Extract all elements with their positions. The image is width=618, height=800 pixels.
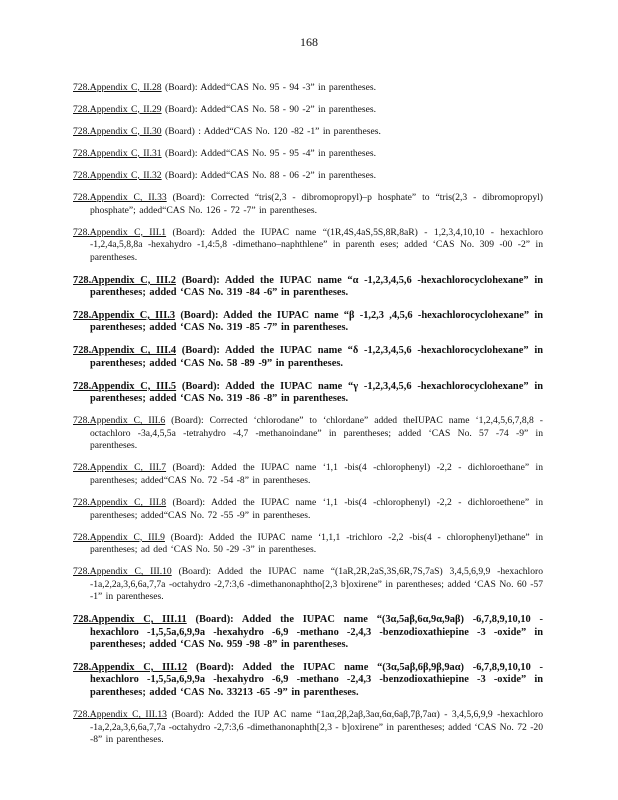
entry-reference: 728.Appendix C, III.8: [73, 497, 167, 508]
entry-text: (Board): Added the IUPAC name “(1aR,2R,2aS,3S,6R,7S,7aS) 3,4,5,6,9,9 -hexachloro -1a,2,2a,3,6,6a,7,7a -octahydro -2,7:3,6 -dimethanonaphtho[2,3 b]oxirene” in parentheses; added ‘CAS No. 60 -57 -1” in parentheses.: [90, 566, 543, 603]
entry-reference: 728.Appendix C, II.30: [73, 125, 162, 137]
change-entry: [73, 170, 543, 183]
entry-text: (Board): Added the IUP AC name “1aα,2β,2aβ,3aα,6α,6aβ,7β,7aα) - 3,4,5,6,9,9 -hexachloro -1a,2,2a,3,6,6a,7,7a -octahydro -2,7:3,6 -dimethanonaphth[2,3 - b]oxirene” in parentheses; added ‘CAS No. 72 -20 -8” in parentheses.: [90, 709, 543, 746]
entry-reference: 728.Appendix C, III.12: [73, 661, 188, 673]
change-entry: [73, 148, 543, 161]
change-entry: [73, 709, 543, 747]
change-entry: [73, 275, 543, 300]
change-entry: [73, 310, 543, 335]
change-entry: [73, 497, 543, 522]
entry-text: (Board): Corrected ‘chlorodane” to ‘chlordane” added theIUPAC name ‘1,2,4,5,6,7,8,8 -octachloro -3a,4,5,5a -tetrahydro -4,7 -methanoindane” in parentheses; added ‘CAS No. 57 -74 -9” in parentheses.: [90, 415, 543, 452]
entry-text: (Board): Added the IUPAC name “γ -1,2,3,4,5,6 -hexachlorocyclohexane” in parentheses; added ‘CAS No. 319 -86 -8” in parentheses.: [90, 380, 543, 405]
change-entry: [73, 381, 543, 406]
entry-reference: 728.Appendix C, III.4: [73, 345, 177, 357]
entry-reference: 728.Appendix C, III.9: [73, 531, 165, 543]
change-entry: [73, 662, 543, 700]
entry-text: (Board): Added the IUPAC name “δ -1,2,3,4,5,6 -hexachlorocyclohexane” in parentheses; added ‘CAS No. 58 -89 -9” in parentheses.: [90, 345, 543, 369]
entry-text: (Board): Added“CAS No. 88 - 06 -2” in parentheses.: [165, 169, 377, 181]
entry-text: (Board): Added“CAS No. 58 - 90 -2” in parentheses.: [165, 103, 377, 115]
entry-reference: 728.Appendix C, II.29: [73, 103, 162, 115]
entry-reference: 728.Appendix C, III.6: [73, 415, 166, 427]
change-entry: [73, 462, 543, 487]
entry-reference: 728.Appendix C, III.10: [73, 566, 172, 578]
entry-text: (Board): Added the IUPAC name “β -1,2,3 ,4,5,6 -hexachlorocyclohexane” in parentheses; added ‘CAS No. 319 -85 -7” in parentheses.: [90, 309, 543, 334]
change-entry: [73, 126, 543, 139]
change-entry: [73, 532, 543, 557]
entry-reference: 728.Appendix C, III.13: [73, 709, 167, 721]
entry-reference: 728.Appendix C, III.5: [73, 380, 177, 392]
change-entry: [73, 104, 543, 117]
change-entry: [73, 345, 543, 370]
change-entry: [73, 415, 543, 453]
entry-reference: 728.Appendix C, III.7: [73, 462, 167, 474]
entry-text: (Board): Added the IUPAC name ‘1,1,1 -trichloro -2,2 -bis(4 - chlorophenyl)ethane” in parentheses; ad ded ‘CAS No. 50 -29 -3” in parentheses.: [90, 531, 544, 556]
entry-text: (Board): Added the IUPAC name “α -1,2,3,4,5,6 -hexachlorocyclohexane” in parentheses; added ‘CAS No. 319 -84 -6” in parentheses.: [90, 274, 543, 299]
appendix-change-list: [73, 72, 543, 753]
page-number: 168: [300, 35, 318, 49]
change-entry: [73, 192, 543, 217]
entry-text: (Board): Added the IUPAC name ‘1,1 -bis(4 -chlorophenyl) -2,2 - dichloroethane” in parentheses; added“CAS No. 72 -54 -8” in parentheses.: [90, 462, 544, 486]
entry-text: (Board): Added the IUPAC name “(1R,4S,4aS,5S,8R,8aR) - 1,2,3,4,10,10 - hexachloro -1,2,4a,5,8,8a -hexahydro -1,4:5,8 -dimethano–naphthlene” in parenth eses; added ‘CAS No. 309 -00 -2” in parentheses.: [90, 226, 543, 263]
entry-reference: 728.Appendix C, III.2: [73, 274, 176, 286]
entry-text: (Board) : Added“CAS No. 120 -82 -1” in parentheses.: [165, 125, 381, 137]
entry-reference: 728.Appendix C, II.32: [73, 169, 162, 181]
entry-text: (Board): Added the IUPAC name “(3α,5aβ,6β,9β,9aα) -6,7,8,9,10,10 - hexachloro -1,5,5a,6,9,9a -hexahydro -6,9 -methano -2,4,3 -benzodioxathiepine -3 -oxide” in parentheses; added ‘CAS No. 33213 -65 -9” in parentheses.: [90, 661, 543, 698]
entry-reference: 728.Appendix C, III.1: [73, 226, 167, 238]
entry-reference: 728.Appendix C, III.3: [73, 309, 176, 321]
entry-text: (Board): Added“CAS No. 95 - 95 -4” in parentheses.: [165, 147, 377, 159]
change-entry: [73, 566, 543, 604]
change-entry: [73, 227, 543, 265]
entry-reference: 728.Appendix C, II.33: [73, 192, 167, 204]
entry-text: (Board): Added“CAS No. 95 - 94 -3” in parentheses.: [165, 81, 377, 93]
change-entry: [73, 614, 543, 652]
change-entry: [73, 82, 543, 95]
entry-reference: 728.Appendix C, II.31: [73, 147, 162, 159]
entry-text: (Board): Added the IUPAC name “(3α,5aβ,6α,9α,9aβ) -6,7,8,9,10,10 - hexachloro -1,5,5a,6,9,9a -hexahydro -6,9 -methano -2,4,3 -benzodioxathiepine -3 -oxide” in parentheses; added ‘CAS No. 959 -98 -8” in parentheses.: [90, 614, 543, 651]
entry-reference: 728.Appendix C, III.11: [73, 614, 187, 626]
entry-reference: 728.Appendix C, II.28: [73, 81, 162, 93]
entry-text: (Board): Corrected “tris(2,3 - dibromopropyl)–p hosphate” to “tris(2,3 - dibromopropyl) phosphate”; added“CAS No. 126 - 72 -7” in parentheses.: [90, 192, 543, 216]
entry-text: (Board): Added the IUPAC name ‘1,1 -bis(4 -chlorophenyl) -2,2 - dichloroethene” in parentheses; added“CAS No. 72 -55 -9” in parentheses.: [90, 497, 544, 521]
